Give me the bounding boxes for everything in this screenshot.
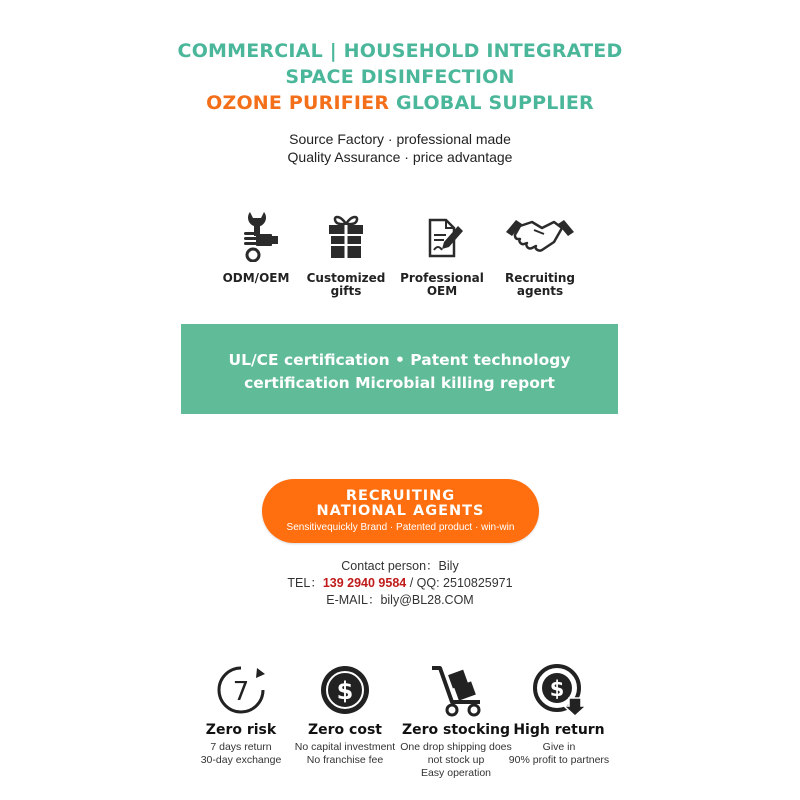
benefit-zero-cost	[285, 660, 405, 767]
benefit-title: Zero cost	[308, 722, 382, 738]
svg-text:$: $	[336, 677, 354, 705]
document-pen-icon	[412, 210, 472, 262]
handshake-icon	[504, 210, 576, 262]
benefit-high-return	[499, 660, 619, 767]
phone-number: 139 2940 9584	[322, 576, 407, 590]
benefit-desc-2: No franchise fee	[306, 754, 384, 766]
recruiting-title-1: RECRUITING	[345, 488, 456, 504]
benefit-desc-2: 30-day exchange	[200, 754, 282, 766]
dollar-coin-icon	[315, 660, 375, 720]
contact-email: E-MAIL：bily@BL28.COM	[326, 593, 474, 607]
headline-supplier: GLOBAL SUPPLIER	[396, 92, 594, 114]
feature-professional-oem	[392, 210, 492, 298]
benefit-title: Zero stocking	[401, 722, 511, 738]
headline-line-3	[0, 92, 800, 114]
recruiting-banner	[262, 479, 539, 543]
benefit-desc-1: Give in	[542, 741, 576, 753]
feature-label: ODM/OEM	[222, 271, 290, 285]
contact-person: Contact person：Bily	[341, 559, 459, 573]
benefit-desc-1: One drop shipping does	[400, 741, 512, 753]
headline-line-2: SPACE DISINFECTION	[285, 66, 515, 88]
certification-line-2: certification Microbial killing report	[244, 374, 555, 392]
benefit-desc-1: 7 days return	[210, 741, 272, 753]
subtitle-line-2: Quality Assurance · price advantage	[287, 149, 513, 165]
wrench-hand-icon	[226, 210, 286, 262]
feature-label: Professional OEM	[400, 271, 484, 298]
qq-number: / QQ: 2510825971	[406, 576, 513, 590]
benefit-title: Zero risk	[205, 722, 277, 738]
feature-customized-gifts	[296, 210, 396, 298]
certification-banner	[181, 324, 618, 414]
benefit-title: High return	[513, 722, 605, 738]
subtitle-line-1: Source Factory · professional made	[289, 131, 511, 147]
benefit-desc-2: not stock up	[427, 754, 485, 766]
dollar-return-icon	[529, 660, 589, 720]
benefit-zero-stocking	[396, 660, 516, 780]
tel-label: TEL：	[287, 576, 323, 590]
benefit-desc-1: No capital investment	[294, 741, 396, 753]
svg-text:$: $	[549, 677, 565, 701]
hand-truck-icon	[426, 660, 486, 720]
feature-label: Recruiting agents	[504, 271, 576, 298]
headline-product: OZONE PURIFIER	[206, 92, 390, 114]
seven-days-icon	[211, 660, 271, 720]
recruiting-title-2: NATIONAL AGENTS	[316, 503, 485, 519]
feature-recruiting-agents	[490, 210, 590, 298]
certification-line-1: UL/CE certification • Patent technology	[228, 351, 571, 369]
benefit-desc-2: 90% profit to partners	[508, 754, 610, 766]
benefit-desc-3: Easy operation	[420, 767, 492, 779]
benefit-zero-risk	[181, 660, 301, 767]
feature-odm-oem	[206, 210, 306, 285]
recruiting-tagline: Sensitivequickly Brand · Patented product · win-win	[286, 522, 515, 533]
contact-phone-line	[0, 573, 800, 591]
svg-text:7: 7	[232, 677, 250, 707]
feature-label: Customized gifts	[306, 271, 386, 298]
headline-line-1: COMMERCIAL | HOUSEHOLD INTEGRATED	[177, 40, 623, 62]
gift-box-icon	[316, 210, 376, 262]
